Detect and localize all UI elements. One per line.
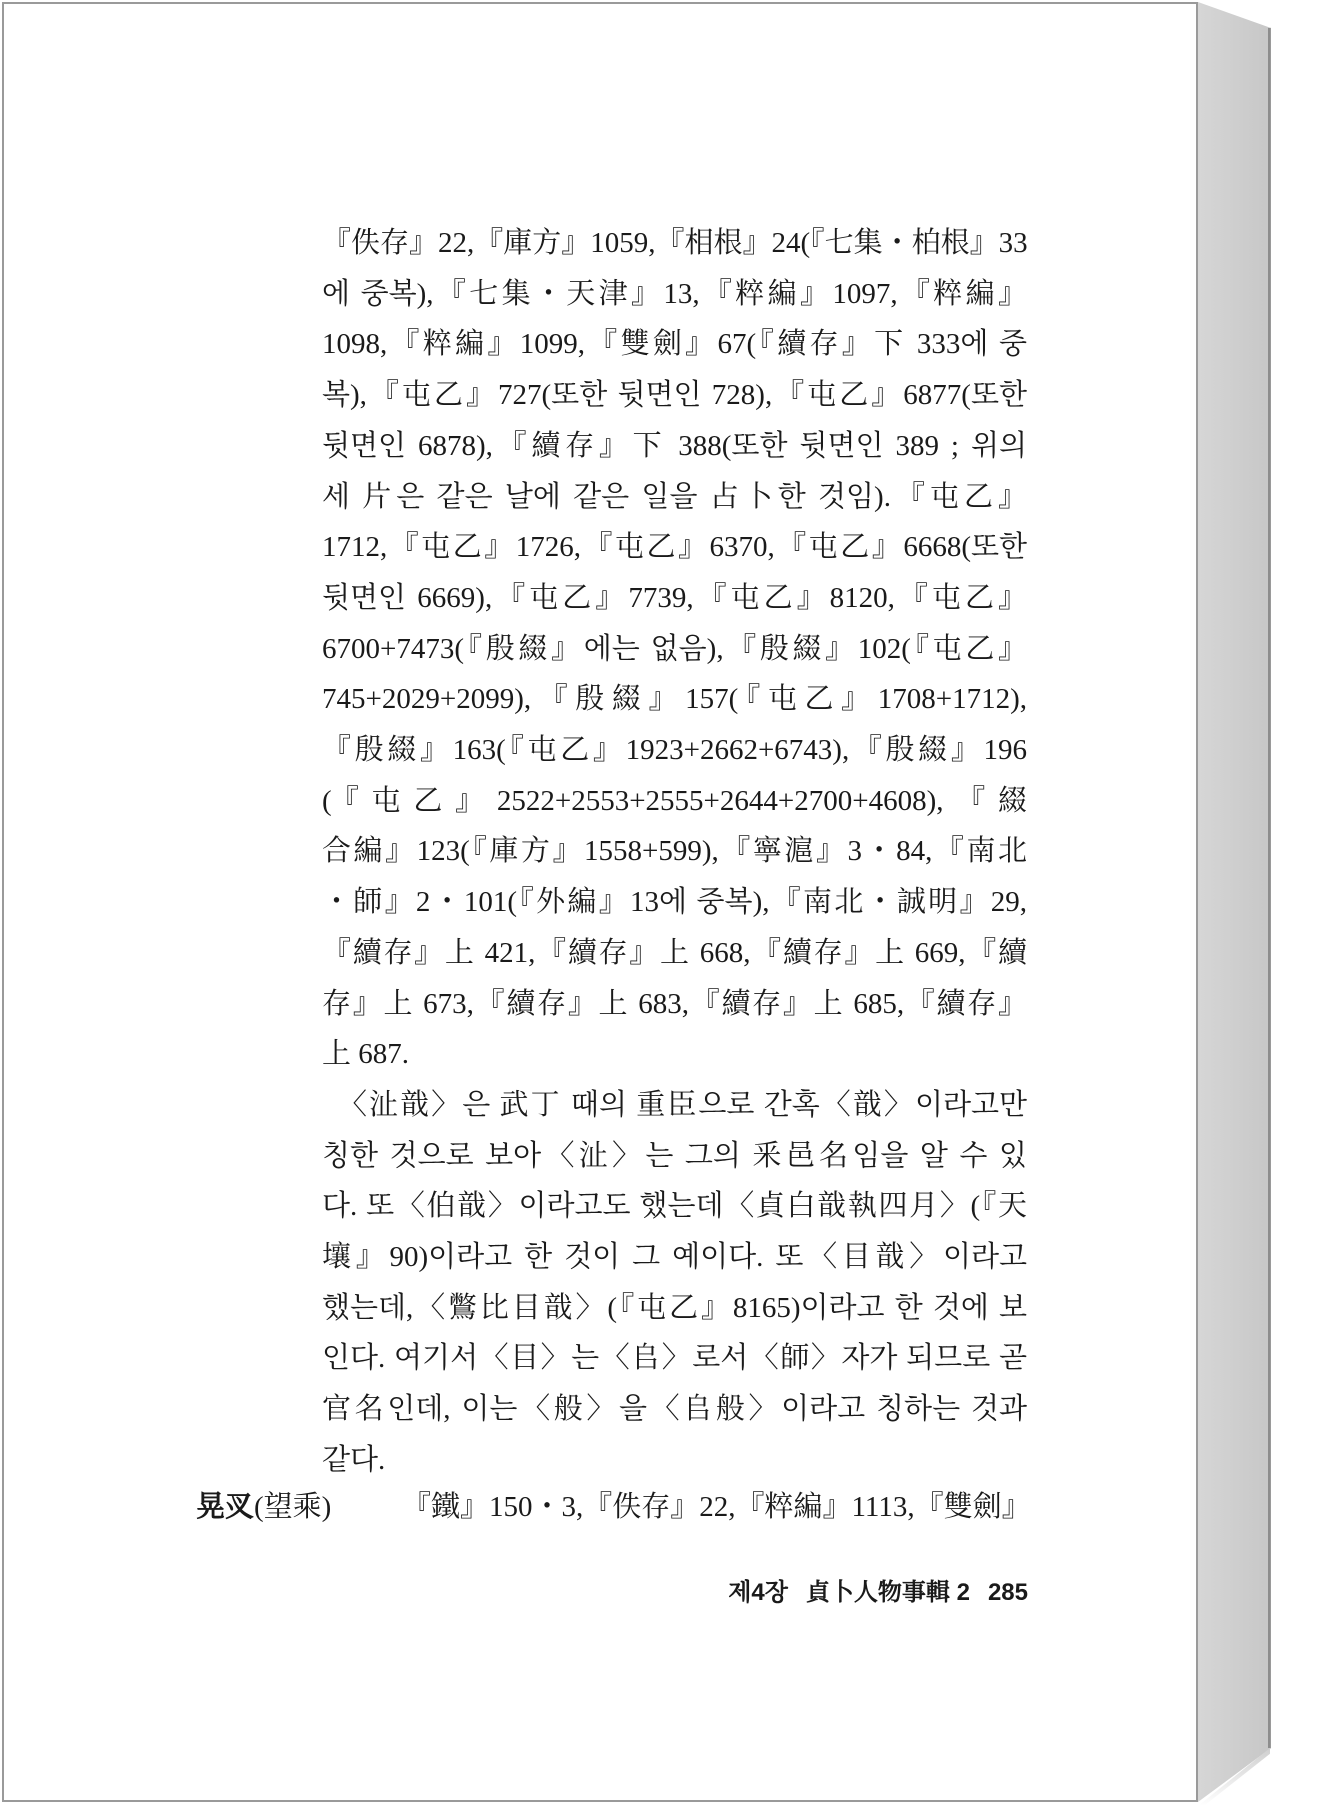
text-line: 存』上 673,『續存』上 683,『續存』上 685,『續存』	[322, 987, 1027, 1020]
text-line: 뒷면인 6669),『屯乙』7739,『屯乙』8120,『屯乙』	[322, 581, 1027, 614]
page-stack-line	[1268, 28, 1270, 1748]
text-line: 745+2029+2099),『殷綴』157(『屯乙』1708+1712),	[322, 683, 1027, 716]
running-footer	[696, 1572, 1028, 1607]
entry-headword	[196, 1482, 331, 1532]
text-line: 뒷면인 6878),『續存』下 388(또한 뒷면인 389 ; 위의	[322, 429, 1027, 462]
text-line: 세 片은 같은 날에 같은 일을 占卜한 것임).『屯乙』	[322, 480, 1027, 513]
body-text	[322, 218, 1027, 1486]
text-line: (『屯乙』2522+2553+2555+2644+2700+4608),『綴	[322, 784, 1027, 817]
text-line: 같다.	[322, 1443, 386, 1476]
text-line: ・師』2・101(『外編』13에 중복),『南北・誠明』29,	[322, 886, 1027, 919]
text-line: 上 687.	[322, 1038, 410, 1071]
text-line: 官名인데, 이는〈般〉을〈𠂤般〉이라고 칭하는 것과	[322, 1393, 1027, 1426]
entry-gloss: (望乘)	[254, 1491, 332, 1523]
text-line: 1712,『屯乙』1726,『屯乙』6370,『屯乙』6668(또한	[322, 531, 1027, 564]
page-number: 285	[987, 1579, 1028, 1606]
text-line: 『佚存』22,『庫方』1059,『相根』24(『七集・柏根』33	[322, 227, 1028, 259]
text-line: 合編』123(『庫方』1558+599),『寧滬』3・84,『南北	[322, 835, 1027, 868]
text-line: 〈沚戠〉은 武丁 때의 重臣으로 간혹〈戠〉이라고만	[338, 1088, 1027, 1121]
text-line: 복),『屯乙』727(또한 뒷면인 728),『屯乙』6877(또한	[322, 379, 1027, 412]
text-line: 『殷綴』163(『屯乙』1923+2662+6743),『殷綴』196	[322, 734, 1027, 767]
footer-title: 貞卜人物事輯 2	[805, 1579, 970, 1606]
text-line: 6700+7473(『殷綴』에는 없음),『殷綴』102(『屯乙』	[322, 632, 1027, 665]
paragraph-citations	[322, 218, 1027, 1080]
text-line: 에 중복),『七集・天津』13,『粹編』1097,『粹編』	[322, 277, 1027, 310]
entry-term: 晃㕚	[196, 1491, 255, 1523]
text-line: 『續存』上 421,『續存』上 668,『續存』上 669,『續	[322, 936, 1027, 969]
paragraph-commentary	[322, 1080, 1027, 1486]
footer-chapter: 제4장	[728, 1579, 788, 1606]
text-line: 칭한 것으로 보아〈沚〉는 그의 釆邑名임을 알 수 있	[322, 1139, 1027, 1172]
page-stack-edge	[1198, 2, 1271, 1802]
text-line: 1098,『粹編』1099,『雙劍』67(『續存』下 333에 중	[322, 328, 1027, 361]
text-line: 인다. 여기서〈目〉는〈𠂤〉로서〈師〉자가 되므로 곧	[322, 1342, 1027, 1375]
text-line: 했는데,〈鷩比目戠〉(『屯乙』8165)이라고 한 것에 보	[322, 1291, 1027, 1324]
entry-citations: 『鐵』150・3,『佚存』22,『粹編』1113,『雙劍』	[402, 1491, 1031, 1523]
text-line: 다. 또〈伯戠〉이라고도 했는데〈貞白戠執四月〉(『天	[322, 1190, 1027, 1223]
text-line: 壤』90)이라고 한 것이 그 예이다. 또〈目戠〉이라고	[322, 1241, 1027, 1274]
